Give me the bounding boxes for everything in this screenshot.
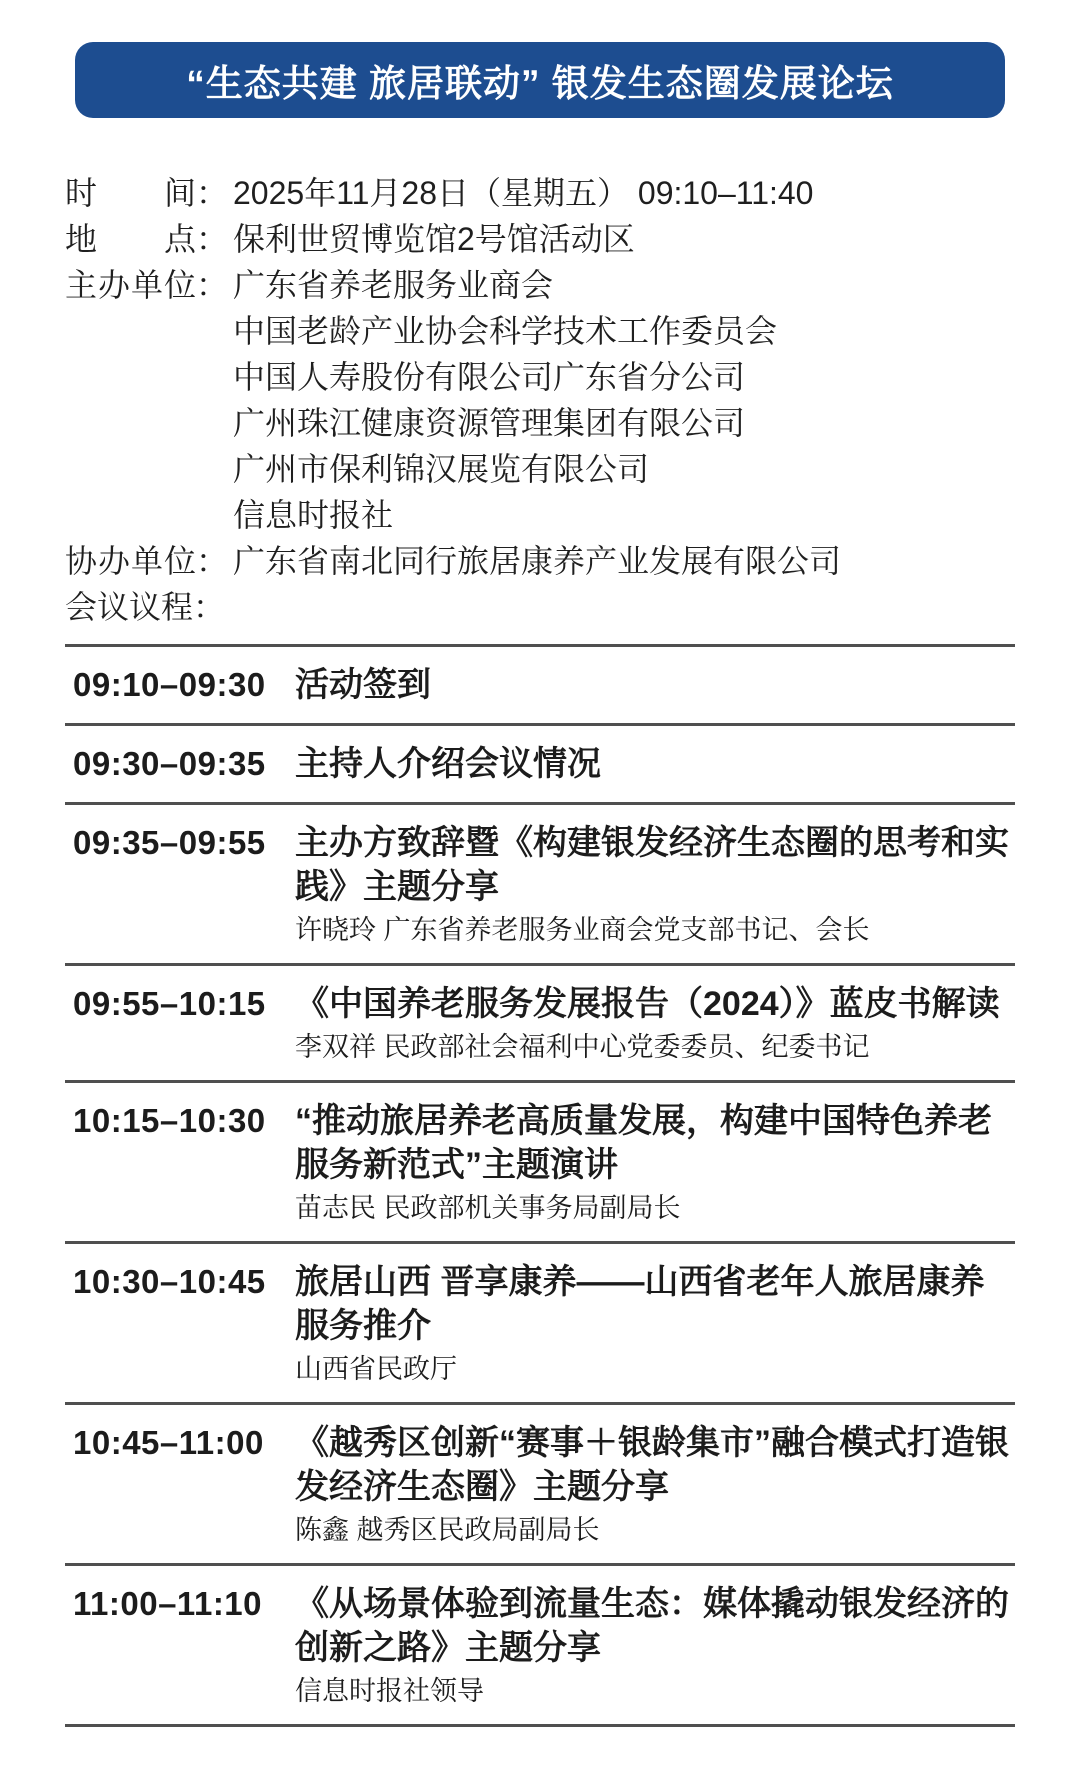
agenda-content <box>295 1582 1015 1708</box>
agenda-item-title: 主办方致辞暨《构建银发经济生态圈的思考和实践》主题分享 <box>295 824 1009 906</box>
agenda-content <box>295 1260 1015 1386</box>
info-label-hosts: 主办单位 <box>65 267 196 303</box>
info-row-hosts <box>65 262 1015 538</box>
info-value-time <box>233 170 1015 216</box>
agenda-item-title: “推动旅居养老高质量发展，构建中国特色养老服务新范式”主题演讲 <box>295 1102 992 1184</box>
agenda-time: 10:30–10:45 <box>73 1263 266 1300</box>
agenda-item-title: 主持人介绍会议情况 <box>295 745 601 783</box>
agenda-time: 09:35–09:55 <box>73 824 266 861</box>
host-organization: 广州珠江健康资源管理集团有限公司 <box>233 405 746 441</box>
event-info-section <box>65 170 1015 630</box>
agenda-time: 11:00–11:10 <box>73 1585 263 1622</box>
agenda-time: 10:45–11:00 <box>73 1424 264 1461</box>
agenda-item-title: 《中国养老服务发展报告（2024）》蓝皮书解读 <box>295 985 1000 1023</box>
event-datetime: 2025年11月28日（星期五） 09:10–11:40 <box>233 175 814 211</box>
agenda-content <box>295 982 1015 1064</box>
agenda-item-speaker: 陈鑫 越秀区民政局副局长 <box>295 1515 600 1545</box>
info-colon: ： <box>196 543 229 579</box>
agenda-time: 09:10–09:30 <box>73 666 266 703</box>
agenda-time: 09:30–09:35 <box>73 745 266 782</box>
info-row-location <box>65 216 1015 262</box>
agenda-item-speaker: 信息时报社领导 <box>295 1676 484 1706</box>
forum-title: “生态共建 旅居联动” 银发生态圈发展论坛 <box>186 63 894 104</box>
info-row-coorganizer <box>65 538 1015 584</box>
agenda-time: 10:15–10:30 <box>73 1102 266 1139</box>
agenda-content <box>295 821 1015 947</box>
forum-title-banner <box>75 42 1005 118</box>
info-label-hosts-wrap <box>65 262 233 308</box>
agenda-item-title: 《从场景体验到流量生态：媒体撬动银发经济的创新之路》主题分享 <box>295 1585 1009 1667</box>
agenda-table <box>65 644 1015 1727</box>
host-organization: 信息时报社 <box>233 497 394 533</box>
info-colon: ： <box>196 267 229 303</box>
info-colon: ： <box>196 175 229 211</box>
agenda-row-signin <box>65 644 1015 723</box>
agenda-item-title: 《越秀区创新“赛事＋银龄集市”融合模式打造银发经济生态圈》主题分享 <box>295 1424 1009 1506</box>
agenda-row-opening-speech <box>65 802 1015 963</box>
agenda-item-title: 旅居山西 晋享康养——山西省老年人旅居康养服务推介 <box>295 1263 985 1345</box>
coorganizer-list <box>233 538 1015 584</box>
info-label-coorganizer-wrap <box>65 538 233 584</box>
host-organizations-list <box>233 262 1015 538</box>
agenda-row-bluebook-report <box>65 963 1015 1080</box>
agenda-row-keynote-speech <box>65 1080 1015 1241</box>
coorganizer-organization: 广东省南北同行旅居康养产业发展有限公司 <box>233 543 842 579</box>
event-location: 保利世贸博览馆2号馆活动区 <box>233 221 635 257</box>
info-label-location-wrap <box>65 216 233 262</box>
info-colon: ： <box>196 221 229 257</box>
agenda-item-title: 活动签到 <box>295 666 431 704</box>
agenda-row-host-intro <box>65 723 1015 802</box>
agenda-item-speaker: 李双祥 民政部社会福利中心党委委员、纪委书记 <box>295 1032 870 1062</box>
agenda-content <box>295 663 1015 707</box>
agenda-row-yuexiu-sharing <box>65 1402 1015 1563</box>
host-organization: 中国人寿股份有限公司广东省分公司 <box>233 359 746 395</box>
agenda-content <box>295 1421 1015 1547</box>
info-label-time: 时间 <box>65 175 196 211</box>
agenda-heading: 会议议程： <box>65 589 226 625</box>
info-label-time-wrap <box>65 170 233 216</box>
host-organization: 中国老龄产业协会科学技术工作委员会 <box>233 313 778 349</box>
agenda-row-shanxi-promotion <box>65 1241 1015 1402</box>
agenda-item-speaker: 山西省民政厅 <box>295 1354 457 1384</box>
info-label-coorganizer: 协办单位 <box>65 543 196 579</box>
host-organization: 广州市保利锦汉展览有限公司 <box>233 451 650 487</box>
agenda-time: 09:55–10:15 <box>73 985 266 1022</box>
info-row-time <box>65 170 1015 216</box>
host-organization: 广东省养老服务业商会 <box>233 267 554 303</box>
info-value-location <box>233 216 1015 262</box>
agenda-item-speaker: 苗志民 民政部机关事务局副局长 <box>295 1193 681 1223</box>
agenda-content <box>295 1099 1015 1225</box>
agenda-row-media-sharing <box>65 1563 1015 1724</box>
agenda-item-speaker: 许晓玲 广东省养老服务业商会党支部书记、会长 <box>295 915 870 945</box>
agenda-content <box>295 742 1015 786</box>
info-label-location: 地点 <box>65 221 196 257</box>
